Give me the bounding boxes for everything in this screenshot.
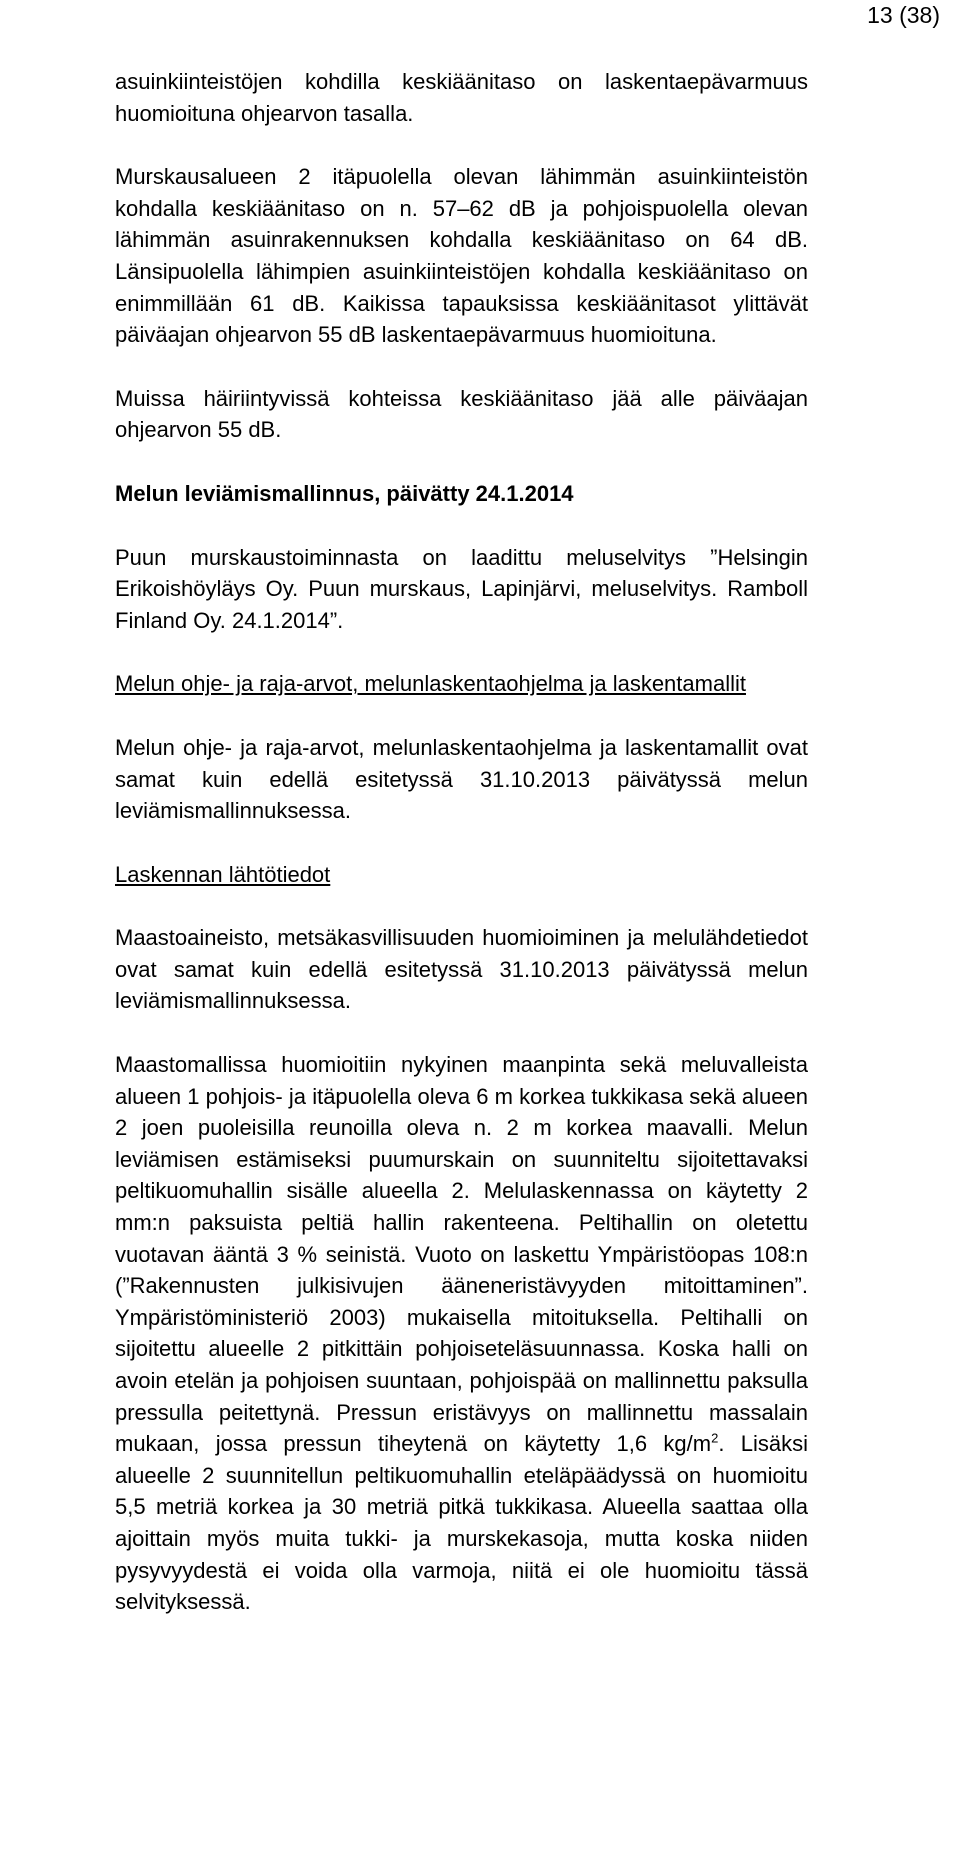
superscript: 2 bbox=[711, 1430, 719, 1446]
paragraph: asuinkiinteistöjen kohdilla keskiäänitaso on laskentaepävarmuus huomioituna ohjearvon tasalla. bbox=[115, 69, 808, 126]
paragraph: Puun murskaustoiminnasta on laadittu meluselvitys ”Helsingin Erikoishöyläys Oy. Puun murskaus, Lapinjärvi, meluselvitys. Ramboll Finland Oy. 24.1.2014”. bbox=[115, 544, 808, 633]
document-body bbox=[115, 66, 808, 1618]
subsection-heading: Laskennan lähtötiedot bbox=[115, 861, 331, 887]
paragraph-text: Maastomallissa huomioitiin nykyinen maanpinta sekä meluvalleista alueen 1 pohjois- ja itäpuolella oleva 6 m korkea tukkikasa sekä alueen 2 joen puoleisilla reunoilla oleva n. 2 m korkea maavalli. Melun leviämisen estämiseksi puumurskain on suunniteltu sijoitettavaksi peltikuomuhallin sisälle alueella 2. Melulaskennassa on käytetty 2 mm:n paksuista peltiä hallin rakenteena. Peltihallin on oletettu vuotavan ääntä 3 % seinistä. Vuoto on laskettu Ympäristöopas 108:n (”Rakennusten julkisivujen ääneneristävyyden mitoittaminen”. Ympäristöministeriö 2003) mukaisella mitoituksella. Peltihalli on sijoitettu alueelle 2 pitkittäin pohjoiseteläsuunnassa. Koska halli on avoin etelän ja pohjoisen suuntaan, pohjoispää on mallinnettu paksulla pressulla peitettynä. Pressun eristävyys on mallinnettu massalain mukaan, jossa pressun tiheytenä on käytetty 1,6 kg/m bbox=[115, 1052, 808, 1457]
paragraph: Muissa häiriintyvissä kohteissa keskiäänitaso jää alle päiväajan ohjearvon 55 dB. bbox=[115, 385, 808, 443]
paragraph bbox=[115, 1049, 808, 1618]
paragraph: Melun ohje- ja raja-arvot, melunlaskentaohjelma ja laskentamallit ovat samat kuin edellä esitetyssä 31.10.2013 päivätyssä melun leviämismallinnuksessa. bbox=[115, 734, 808, 824]
paragraph: Murskausalueen 2 itäpuolella olevan lähimmän asuinkiinteistön kohdalla keskiäänitaso on n. 57–62 dB ja pohjoispuolella olevan lähimmän asuinrakennuksen kohdalla keskiäänitaso on 64 dB. Länsipuolella lähimpien asuinkiinteistöjen kohdalla keskiäänitaso on enimmillään 61 dB. Kaikissa tapauksissa keskiäänitasot ylittävät päiväajan ohjearvon 55 dB laskentaepävarmuus huomioituna. bbox=[115, 164, 808, 348]
paragraph-text: . Lisäksi alueelle 2 suunnitellun peltikuomuhallin eteläpäädyssä on huomioitu 5,5 metriä korkea ja 30 metriä pitkä tukkikasa. Alueella saattaa olla ajoittain myös muita tukki- ja murskekasoja, mutta koska niiden pysyvyydestä ei voida olla varmoja, niitä ei ole huomioitu tässä selvityksessä. bbox=[115, 1431, 808, 1615]
paragraph: Maastoaineisto, metsäkasvillisuuden huomioiminen ja melulähdetiedot ovat samat kuin edellä esitetyssä 31.10.2013 päivätyssä melun leviämismallinnuksessa. bbox=[115, 925, 808, 1014]
section-heading: Melun leviämismallinnus, päivätty 24.1.2014 bbox=[115, 480, 574, 506]
page-number: 13 (38) bbox=[867, 2, 940, 28]
subsection-heading: Melun ohje- ja raja-arvot, melunlaskentaohjelma ja laskentamallit bbox=[115, 671, 746, 697]
